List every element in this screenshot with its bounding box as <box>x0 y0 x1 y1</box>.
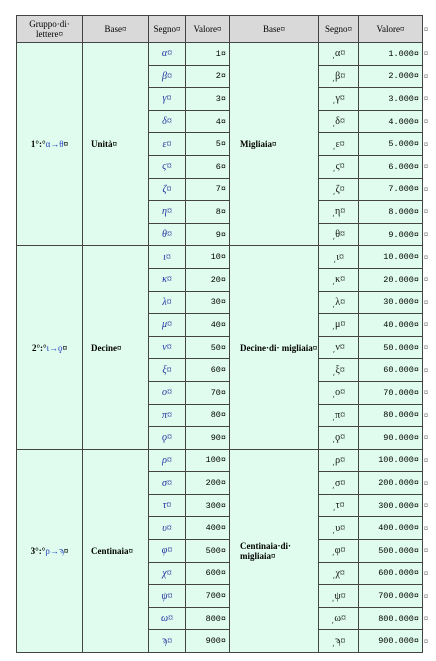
numeral-sign-thousands: ͵μ¤ <box>319 314 359 337</box>
numeral-value: 2¤ <box>186 65 230 88</box>
numeral-value: 60¤ <box>186 359 230 382</box>
header-base: Base¤ <box>83 16 149 43</box>
numeral-value-thousands: 100.000¤ <box>359 449 423 472</box>
table-row <box>17 449 431 472</box>
numeral-value: 70¤ <box>186 381 230 404</box>
header-sign: Segno¤ <box>149 16 186 43</box>
group-base-thousands: Centinaia·di· migliaia¤ <box>230 449 319 652</box>
numeral-sign: δ¤ <box>149 110 186 133</box>
numeral-value: 200¤ <box>186 472 230 495</box>
group-letter-range: α→θ <box>45 139 64 150</box>
numeral-value: 4¤ <box>186 110 230 133</box>
numeral-value-thousands: 2.000¤ <box>359 65 423 88</box>
header-value: Valore¤ <box>186 16 230 43</box>
numeral-sign-thousands: ͵ϛ¤ <box>319 155 359 178</box>
numeral-sign-thousands: ͵δ¤ <box>319 110 359 133</box>
table-row <box>17 246 431 269</box>
numeral-sign-thousands: ͵κ¤ <box>319 268 359 291</box>
numeral-sign: ζ¤ <box>149 178 186 201</box>
numeral-sign: ν¤ <box>149 336 186 359</box>
numeral-sign: ε¤ <box>149 133 186 156</box>
numeral-sign: π¤ <box>149 404 186 427</box>
group-end-mark: ¤ <box>62 342 68 353</box>
numeral-sign-thousands: ͵ψ¤ <box>319 585 359 608</box>
header-value-2: Valore¤ <box>359 16 423 43</box>
numeral-sign-thousands: ͵τ¤ <box>319 494 359 517</box>
numeral-sign: ω¤ <box>149 607 186 630</box>
numeral-value-thousands: 700.000¤ <box>359 585 423 608</box>
group-base: Centinaia¤ <box>83 449 149 652</box>
numeral-value: 40¤ <box>186 314 230 337</box>
numeral-sign: ψ¤ <box>149 585 186 608</box>
numeral-sign-thousands: ͵λ¤ <box>319 291 359 314</box>
numeral-value-thousands: 300.000¤ <box>359 494 423 517</box>
header-base-2: Base¤ <box>230 16 319 43</box>
group-ordinal: 2°:° <box>31 342 47 353</box>
numeral-sign-thousands: ͵ϙ¤ <box>319 427 359 450</box>
numeral-value-thousands: 900.000¤ <box>359 630 423 653</box>
numeral-value-thousands: 60.000¤ <box>359 359 423 382</box>
row-end-mark: ¤ <box>423 155 431 178</box>
numeral-sign: σ¤ <box>149 472 186 495</box>
numeral-sign: α¤ <box>149 43 186 66</box>
numeral-value-thousands: 200.000¤ <box>359 472 423 495</box>
numeral-sign-thousands: ͵φ¤ <box>319 540 359 563</box>
numeral-sign-thousands: ͵ζ¤ <box>319 178 359 201</box>
greek-numerals-table <box>16 15 431 653</box>
numeral-sign-thousands: ͵σ¤ <box>319 472 359 495</box>
numeral-sign: κ¤ <box>149 268 186 291</box>
numeral-value: 80¤ <box>186 404 230 427</box>
group-label <box>17 449 83 652</box>
numeral-value-thousands: 80.000¤ <box>359 404 423 427</box>
numeral-sign: ϙ¤ <box>149 427 186 450</box>
numeral-sign-thousands: ͵ν¤ <box>319 336 359 359</box>
row-end-mark: ¤ <box>423 607 431 630</box>
numeral-sign: ξ¤ <box>149 359 186 382</box>
row-end-mark: ¤ <box>423 630 431 653</box>
numeral-value-thousands: 10.000¤ <box>359 246 423 269</box>
numeral-value: 50¤ <box>186 336 230 359</box>
numeral-sign-thousands: ͵ϡ¤ <box>319 630 359 653</box>
row-end-mark: ¤ <box>423 178 431 201</box>
row-end-mark: ¤ <box>423 472 431 495</box>
numeral-value: 500¤ <box>186 540 230 563</box>
row-end-mark: ¤ <box>423 427 431 450</box>
numeral-sign: φ¤ <box>149 540 186 563</box>
numeral-value-thousands: 9.000¤ <box>359 223 423 246</box>
numeral-value: 8¤ <box>186 201 230 224</box>
numeral-value: 300¤ <box>186 494 230 517</box>
numeral-value: 5¤ <box>186 133 230 156</box>
group-base-thousands: Migliaia¤ <box>230 43 319 246</box>
row-end-mark: ¤ <box>423 585 431 608</box>
numeral-value-thousands: 50.000¤ <box>359 336 423 359</box>
numeral-value: 9¤ <box>186 223 230 246</box>
numeral-value-thousands: 600.000¤ <box>359 562 423 585</box>
numeral-value: 600¤ <box>186 562 230 585</box>
group-label <box>17 246 83 449</box>
numeral-sign: η¤ <box>149 201 186 224</box>
numeral-value: 800¤ <box>186 607 230 630</box>
numeral-value-thousands: 800.000¤ <box>359 607 423 630</box>
numeral-value-thousands: 3.000¤ <box>359 88 423 111</box>
group-base-thousands: Decine·di· migliaia¤ <box>230 246 319 449</box>
numeral-sign: μ¤ <box>149 314 186 337</box>
numeral-sign: θ¤ <box>149 223 186 246</box>
row-end-mark: ¤ <box>423 359 431 382</box>
numeral-value-thousands: 30.000¤ <box>359 291 423 314</box>
numeral-sign: τ¤ <box>149 494 186 517</box>
numeral-sign-thousands: ͵γ¤ <box>319 88 359 111</box>
numeral-value-thousands: 4.000¤ <box>359 110 423 133</box>
group-letter-range: ρ→ϡ <box>45 545 64 556</box>
numeral-sign: γ¤ <box>149 88 186 111</box>
header-row <box>17 16 431 43</box>
numeral-value: 30¤ <box>186 291 230 314</box>
numeral-sign: ρ¤ <box>149 449 186 472</box>
numeral-value: 700¤ <box>186 585 230 608</box>
numeral-sign: υ¤ <box>149 517 186 540</box>
numeral-value: 10¤ <box>186 246 230 269</box>
group-base: Decine¤ <box>83 246 149 449</box>
group-letter-range: ι→ϙ <box>46 342 63 353</box>
row-end-mark: ¤ <box>423 494 431 517</box>
numeral-sign-thousands: ͵ι¤ <box>319 246 359 269</box>
numeral-sign-thousands: ͵α¤ <box>319 43 359 66</box>
numeral-value-thousands: 7.000¤ <box>359 178 423 201</box>
numeral-value-thousands: 400.000¤ <box>359 517 423 540</box>
row-end-mark: ¤ <box>423 110 431 133</box>
numeral-value: 6¤ <box>186 155 230 178</box>
numeral-sign-thousands: ͵υ¤ <box>319 517 359 540</box>
numeral-value: 400¤ <box>186 517 230 540</box>
table-row <box>17 43 431 66</box>
numeral-sign-thousands: ͵χ¤ <box>319 562 359 585</box>
row-end-mark: ¤ <box>423 43 431 66</box>
row-end-mark: ¤ <box>423 314 431 337</box>
numeral-value-thousands: 90.000¤ <box>359 427 423 450</box>
numeral-value-thousands: 1.000¤ <box>359 43 423 66</box>
numeral-value-thousands: 5.000¤ <box>359 133 423 156</box>
group-end-mark: ¤ <box>63 139 69 150</box>
numeral-sign-thousands: ͵ω¤ <box>319 607 359 630</box>
header-sign-2: Segno¤ <box>319 16 359 43</box>
numeral-value-thousands: 70.000¤ <box>359 381 423 404</box>
group-ordinal: 3°:° <box>30 545 46 556</box>
group-label <box>17 43 83 246</box>
numeral-sign: ο¤ <box>149 381 186 404</box>
row-end-mark: ¤ <box>423 336 431 359</box>
row-end-mark: ¤ <box>423 540 431 563</box>
numeral-value-thousands: 500.000¤ <box>359 540 423 563</box>
numeral-value-thousands: 6.000¤ <box>359 155 423 178</box>
row-end-mark: ¤ <box>423 291 431 314</box>
row-end-mark: ¤ <box>423 223 431 246</box>
numeral-sign: χ¤ <box>149 562 186 585</box>
numeral-value-thousands: 20.000¤ <box>359 268 423 291</box>
group-ordinal: 1°:° <box>30 139 46 150</box>
numeral-value: 100¤ <box>186 449 230 472</box>
numeral-value: 90¤ <box>186 427 230 450</box>
group-end-mark: ¤ <box>63 545 69 556</box>
numeral-sign: ϛ¤ <box>149 155 186 178</box>
numeral-sign-thousands: ͵ε¤ <box>319 133 359 156</box>
numeral-sign-thousands: ͵β¤ <box>319 65 359 88</box>
numeral-value: 20¤ <box>186 268 230 291</box>
row-end-mark: ¤ <box>423 404 431 427</box>
row-end-mark: ¤ <box>423 268 431 291</box>
row-end-mark: ¤ <box>423 201 431 224</box>
numeral-sign-thousands: ͵η¤ <box>319 201 359 224</box>
numeral-sign: ϡ¤ <box>149 630 186 653</box>
numeral-sign: ι¤ <box>149 246 186 269</box>
numeral-sign-thousands: ͵π¤ <box>319 404 359 427</box>
numeral-sign-thousands: ͵ρ¤ <box>319 449 359 472</box>
numeral-value-thousands: 8.000¤ <box>359 201 423 224</box>
row-end-mark: ¤ <box>423 562 431 585</box>
row-end-mark: ¤ <box>423 88 431 111</box>
numeral-sign-thousands: ͵ο¤ <box>319 381 359 404</box>
numeral-sign: λ¤ <box>149 291 186 314</box>
numeral-value-thousands: 40.000¤ <box>359 314 423 337</box>
numeral-value: 900¤ <box>186 630 230 653</box>
row-end-mark: ¤ <box>423 133 431 156</box>
header-group: Gruppo·di· lettere¤ <box>17 16 83 43</box>
numeral-value: 3¤ <box>186 88 230 111</box>
row-end-mark: ¤ <box>423 65 431 88</box>
numeral-value: 1¤ <box>186 43 230 66</box>
numeral-sign-thousands: ͵ξ¤ <box>319 359 359 382</box>
row-end-mark: ¤ <box>423 517 431 540</box>
row-end-mark: ¤ <box>423 449 431 472</box>
numeral-sign-thousands: ͵θ¤ <box>319 223 359 246</box>
numeral-sign: β¤ <box>149 65 186 88</box>
numeral-value: 7¤ <box>186 178 230 201</box>
row-end-mark: ¤ <box>423 246 431 269</box>
row-end-mark: ¤ <box>423 16 431 43</box>
row-end-mark: ¤ <box>423 381 431 404</box>
group-base: Unità¤ <box>83 43 149 246</box>
